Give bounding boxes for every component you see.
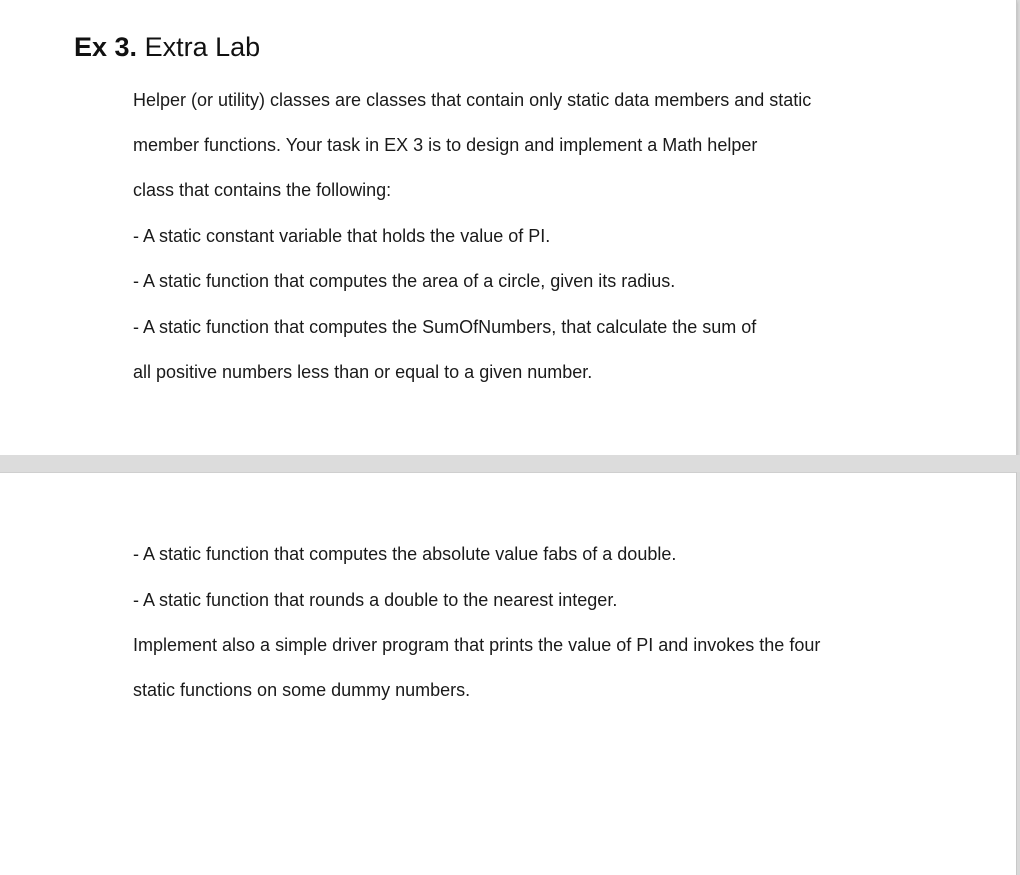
exercise-heading xyxy=(74,30,260,64)
list-item: - A static function that computes the absolute value fabs of a double. xyxy=(133,544,677,564)
list-item-continuation: all positive numbers less than or equal to a given number. xyxy=(133,362,593,382)
exercise-title: Extra Lab xyxy=(144,32,261,62)
paragraph-line: member functions. Your task in EX 3 is to design and implement a Math helper xyxy=(133,135,758,155)
paragraph-line: static functions on some dummy numbers. xyxy=(133,680,471,700)
list-item: - A static function that computes the area of a circle, given its radius. xyxy=(133,271,676,291)
paragraph-line: Helper (or utility) classes are classes that contain only static data members and static xyxy=(133,90,812,110)
paragraph-line: Implement also a simple driver program that prints the value of PI and invokes the four xyxy=(133,635,821,655)
list-item: - A static function that rounds a double to the nearest integer. xyxy=(133,590,618,610)
document-page-2 xyxy=(0,472,1017,875)
paragraph-line: class that contains the following: xyxy=(133,180,392,200)
list-item: - A static constant variable that holds the value of PI. xyxy=(133,226,551,246)
exercise-number: Ex 3. xyxy=(74,32,138,62)
list-item: - A static function that computes the SumOfNumbers, that calculate the sum of xyxy=(133,317,757,337)
page-separator xyxy=(0,455,1020,472)
